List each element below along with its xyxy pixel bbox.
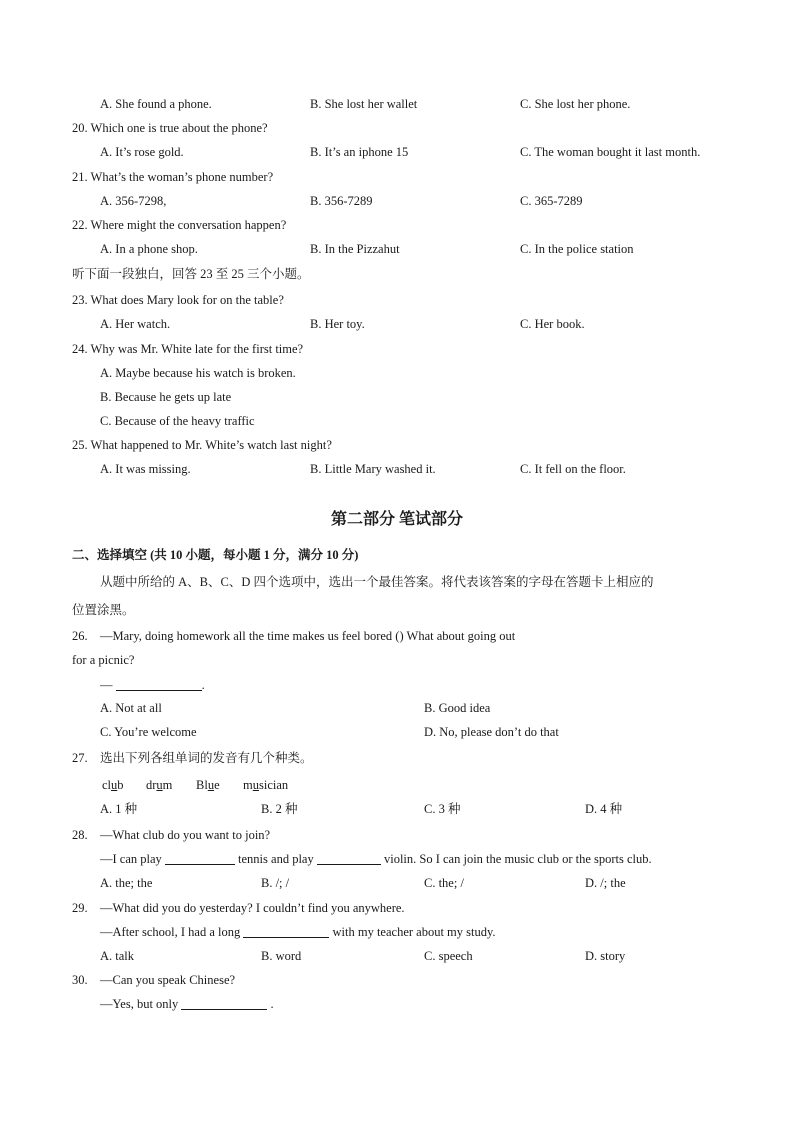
q26-line3: — .	[100, 678, 205, 692]
q28-option-b: B. /; /	[261, 876, 290, 890]
q29-line1: —What did you do yesterday? I couldn’t find you anywhere.	[100, 901, 405, 915]
q21-option-a: A. 356-7298,	[100, 194, 167, 208]
q22-option-b: B. In the Pizzahut	[310, 242, 400, 256]
q25-stem: 25. What happened to Mr. White’s watch last night?	[72, 438, 332, 452]
q27-option-c: C. 3 种	[424, 802, 461, 816]
q29-number: 29.	[72, 901, 88, 915]
q23-stem: 23. What does Mary look for on the table?	[72, 293, 284, 307]
q29-option-a: A. talk	[100, 949, 135, 963]
q19-option-b: B. She lost her wallet	[310, 97, 418, 111]
q27-word-blue: Blue	[196, 778, 220, 792]
q26-option-c: C. You’re welcome	[100, 725, 197, 739]
q26-line2: for a picnic?	[72, 653, 135, 667]
q20-option-b: B. It’s an iphone 15	[310, 145, 409, 159]
q28-option-a: A. the; the	[100, 876, 153, 890]
q29-option-b: B. word	[261, 949, 302, 963]
q30-number: 30.	[72, 973, 88, 987]
q29-line2: —After school, I had a long with my teacher about my study.	[100, 925, 496, 939]
q29-option-d: D. story	[585, 949, 626, 963]
section-two-instruction-line1: 从题中所给的 A、B、C、D 四个选项中，选出一个最佳答案。将代表该答案的字母在答题卡上相应的	[100, 575, 654, 589]
q24-option-c: C. Because of the heavy traffic	[100, 414, 255, 428]
q21-stem: 21. What’s the woman’s phone number?	[72, 170, 274, 184]
listening-instruction: 听下面一段独白，回答 23 至 25 三个小题。	[72, 267, 310, 281]
q22-stem: 22. Where might the conversation happen?	[72, 218, 287, 232]
q27-option-d: D. 4 种	[585, 802, 623, 816]
q23-option-b: B. Her toy.	[310, 317, 365, 331]
q25-option-b: B. Little Mary washed it.	[310, 462, 436, 476]
q21-option-b: B. 356-7289	[310, 194, 373, 208]
q20-stem: 20. Which one is true about the phone?	[72, 121, 268, 135]
q23-option-a: A. Her watch.	[100, 317, 171, 331]
q24-option-a: A. Maybe because his watch is broken.	[100, 366, 296, 380]
q27-stem: 选出下列各组单词的发音有几个种类。	[100, 751, 313, 765]
q24-stem: 24. Why was Mr. White late for the first time?	[72, 342, 304, 356]
part-two-title: 第二部分 笔试部分	[330, 511, 463, 528]
q28-line2: —I can play tennis and play violin. So I can join the music club or the sports club.	[100, 852, 652, 866]
answer-blank	[317, 852, 381, 865]
q27-option-a: A. 1 种	[100, 802, 138, 816]
q26-option-a: A. Not at all	[100, 701, 162, 715]
q20-option-c: C. The woman bought it last month.	[520, 145, 701, 159]
q25-option-a: A. It was missing.	[100, 462, 191, 476]
q28-option-c: C. the; /	[424, 876, 464, 890]
answer-blank	[116, 678, 202, 691]
answer-blank	[181, 997, 267, 1010]
q22-option-a: A. In a phone shop.	[100, 242, 198, 256]
q27-number: 27.	[72, 751, 88, 765]
q28-number: 28.	[72, 828, 88, 842]
q30-line2: —Yes, but only .	[100, 997, 274, 1011]
answer-blank	[165, 852, 235, 865]
q27-option-b: B. 2 种	[261, 802, 298, 816]
q27-word-club: club	[102, 778, 124, 792]
q26-option-d: D. No, please don’t do that	[424, 725, 559, 739]
q30-line1: —Can you speak Chinese?	[100, 973, 236, 987]
q28-line1: —What club do you want to join?	[100, 828, 271, 842]
q28-option-d: D. /; the	[585, 876, 626, 890]
q29-option-c: C. speech	[424, 949, 473, 963]
q22-option-c: C. In the police station	[520, 242, 634, 256]
q25-option-c: C. It fell on the floor.	[520, 462, 626, 476]
q19-option-a: A. She found a phone.	[100, 97, 212, 111]
answer-blank	[243, 925, 329, 938]
section-two-title: 二、选择填空 (共 10 小题，每小题 1 分，满分 10 分)	[72, 548, 359, 562]
q20-option-a: A. It’s rose gold.	[100, 145, 184, 159]
q26-line1: —Mary, doing homework all the time makes us feel bored () What about going out	[100, 629, 516, 643]
q24-option-b: B. Because he gets up late	[100, 390, 232, 404]
section-two-instruction-line2: 位置涂黑。	[72, 603, 135, 617]
q27-word-drum: drum	[146, 778, 173, 792]
q19-option-c: C. She lost her phone.	[520, 97, 631, 111]
q26-option-b: B. Good idea	[424, 701, 491, 715]
q26-number: 26.	[72, 629, 88, 643]
q21-option-c: C. 365-7289	[520, 194, 583, 208]
q23-option-c: C. Her book.	[520, 317, 585, 331]
q27-word-musician: musician	[243, 778, 289, 792]
